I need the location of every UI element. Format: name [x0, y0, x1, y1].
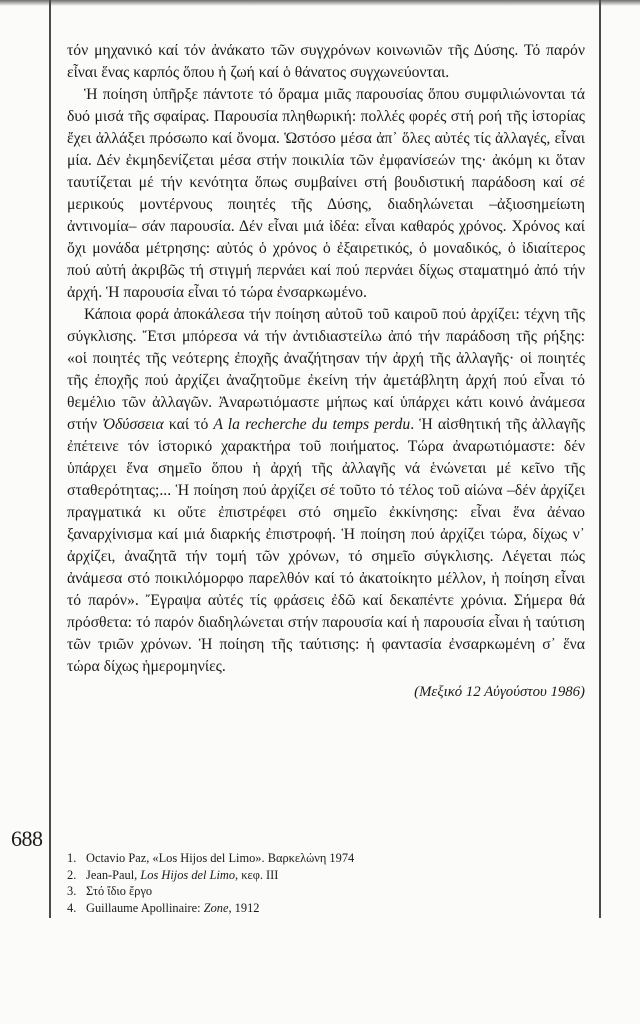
footnotes — [67, 850, 585, 916]
footnote-3 — [67, 883, 585, 900]
footnote-4 — [67, 900, 585, 917]
paragraph-2: Ἡ ποίηση ὑπῆρξε πάντοτε τό ὅραμα μιᾶς παρουσίας ὅπου συμφιλιώνονται τά δυό μισά τῆς σφαίρας. Παρουσία πληθωρική: πολλές φορές στή ροή τῆς ἱστορίας ἔχει ἀλλάξει πρόσωπο καί ὄνομα. Ὡστόσο μέσα ἀπ᾽ ὅλες αὐτές τίς ἀλλαγές, εἶναι μία. Δέν ἐκμηδενίζεται μέσα στήν ποικιλία τῶν ἐμφανίσεών της· ἀκόμη κι ὅταν ταυτίζεται μέ τήν κενότητα ὅπως συμβαίνει στή βουδιστική παράδοση καί σέ μερικούς μοντέρνους ποιητές τῆς Δύσης, διαδηλώνεται –ἀξιοσημείωτη ἀντινομία– σάν παρουσία. Δέν εἶναι μιά ἰδέα: εἶναι καθαρός χρόνος. Χρόνος καί ὄχι μονάδα μέτρησης: αὐτός ὁ χρόνος ὁ ἐξαιρετικός, ὁ μοναδικός, ὁ ἰδιαίτερος πού αὐτή ἀκριβῶς τή στιγμή περνάει καί πού περνάει δίχως σταματημό ἀπό τήν ἀρχή. Ἡ παρουσία εἶναι τό τώρα ἐνσαρκωμένο. — [67, 86, 585, 301]
footnote-number: 1. — [67, 851, 77, 865]
dateline: (Μεξικό 12 Αὐγούστου 1986) — [414, 684, 585, 700]
footnote-text — [86, 867, 278, 884]
page-top-edge-shadow — [0, 0, 640, 6]
footnote-text: Octavio Paz, «Los Hijos del Limo». Βαρκελώνη 1974 — [86, 851, 355, 865]
paragraph-3 — [67, 304, 585, 678]
footnote-number: 3. — [67, 884, 77, 899]
footnote-text — [86, 900, 259, 917]
footnote-2 — [67, 867, 585, 884]
left-margin-rule — [49, 0, 51, 918]
footnote-text-prefix: Jean-Paul, — [86, 867, 141, 882]
paragraph-3-part-b: καί τό — [163, 416, 214, 433]
paragraph-3-part-c: . Ἡ αἰσθητική τῆς ἀλλαγῆς ἐπέτεινε τόν ἱστορικό χαρακτήρα τοῦ ποιήματος. Τώρα ἀναρωτιόμαστε: δέν ὑπάρχει ἕνα σημεῖο ὅπου ἡ ἀρχή τῆς ἀλλαγῆς νά ἑνώνεται μέ κεῖνο τῆς σταθερότητας;... Ἡ ποίηση πού ἀρχίζει σέ τοῦτο τό τέλος τοῦ αἰώνα –δέν ἀρχίζει πραγματικά κι οὔτε ἐπιστρέφει στό σημεῖο ἐκκίνησης: εἶναι ἕνα ἀέναο ξαναρχίνισμα καί μιά διαρκής ἐπιστροφή. Ἡ ποίηση πού ἀρχίζει τώρα, δίχως ν᾽ ἀρχίζει, ἀναζητᾶ τήν τομή τῶν χρόνων, τό σημεῖο σύγκλισης. Λέγεται πώς ἀνάμεσα στό ποικιλόμορφο παρελθόν καί τό ἀκατοίκητο μέλλον, ἡ ποίηση εἶναι τό παρόν». Ἔγραψα αὐτές τίς φράσεις ἐδῶ καί δεκαπέντε χρόνια. Σήμερα θά πρόσθετα: τό παρόν διαδηλώνεται στήν παρουσία καί ἡ παρουσία εἶναι ἡ ταύτιση τῶν τριῶν χρόνων. Ἡ ποίηση τῆς ταύτισης: ἡ φαντασία ἐνσαρκωμένη σ᾽ ἕνα τώρα δίχως ἡμερομηνίες. — [67, 416, 585, 675]
page-number: 688 — [11, 826, 43, 851]
footnote-text-suffix: , κεφ. III — [235, 867, 279, 882]
paragraph-1: τόν μηχανικό καί τόν ἀνάκατο τῶν συγχρόνων κοινωνιῶν τῆς Δύσης. Τό παρόν εἶναι ἕνας καρπός ὅπου ἡ ζωή καί ὁ θάνατος συγχωνεύονται. — [67, 42, 585, 81]
body-text — [67, 40, 585, 678]
footnote-number: 2. — [67, 867, 77, 882]
footnote-poem-title: Zone — [203, 900, 229, 915]
footnote-number: 4. — [67, 900, 77, 915]
footnote-text-prefix: Guillaume Apollinaire: — [86, 900, 204, 915]
paragraph-3-title-odyssey: Ὀδύσσεια — [102, 416, 164, 433]
footnote-book-title: Los Hijos del Limo — [140, 867, 236, 882]
footnote-1 — [67, 850, 585, 867]
paragraph-3-title-recherche: A la recherche du temps perdu — [213, 416, 411, 433]
right-margin-rule — [599, 0, 601, 918]
footnote-text-suffix: , 1912 — [228, 900, 260, 915]
paragraph-3-part-a: Κάποια φορά ἀποκάλεσα τήν ποίηση αὐτοῦ τοῦ καιροῦ πού ἀρχίζει: τέχνη τῆς σύγκλισης. Ἔτσι μπόρεσα νά τήν ἀντιδιαστείλω ἀπό τήν παράδοση τῆς ρήξης: «οἱ ποιητές τῆς νεότερης ἐποχῆς ἀναζήτησαν τήν ἀρχή τῆς ἀλλαγῆς· οἱ ποιητές τῆς ἐποχῆς πού ἀρχίζει ἀναζητοῦμε ἐκείνη τήν ἀμετάβλητη ἀρχή πού εἶναι τό θεμέλιο τῶν ἀλλαγῶν. Ἀναρωτιόμαστε μήπως καί ὑπάρχει κάτι κοινό ἀνάμεσα στήν — [67, 306, 585, 433]
footnote-text: Στό ἴδιο ἔργο — [86, 884, 153, 899]
